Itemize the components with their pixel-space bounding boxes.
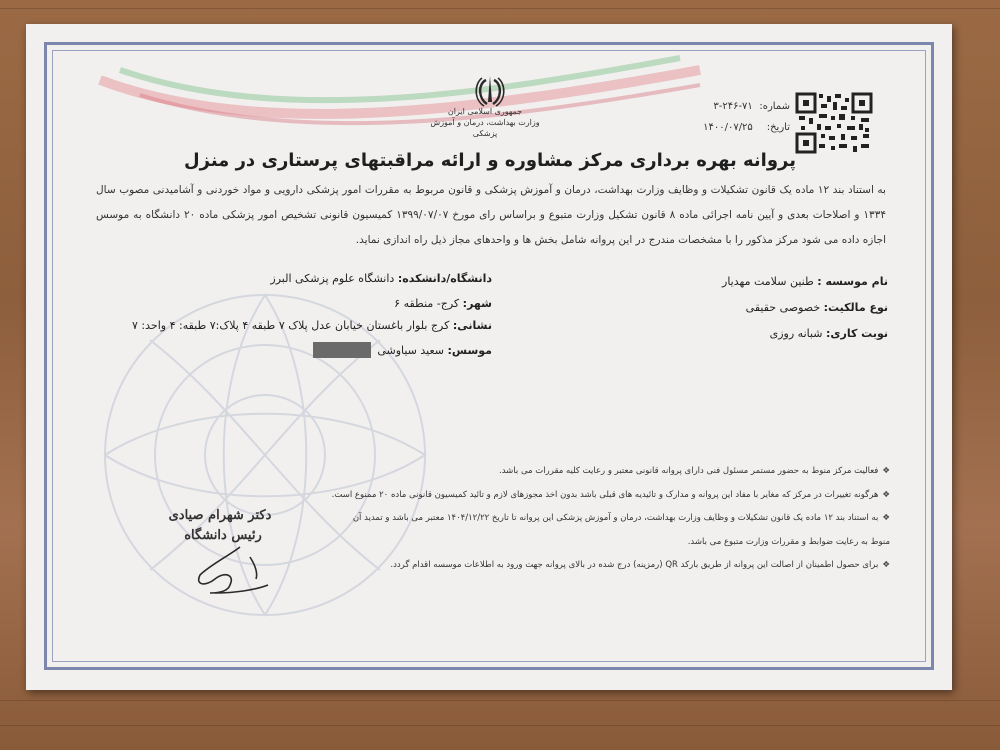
bullet-icon: ❖ <box>882 560 890 570</box>
bullet-icon: ❖ <box>882 466 890 476</box>
founder-field <box>377 344 492 357</box>
document-meta <box>690 96 790 138</box>
note-item <box>352 507 890 531</box>
shift-value: شبانه روزی <box>769 327 823 340</box>
signatory-role: رئیس دانشگاه <box>184 528 262 543</box>
university-field <box>270 272 492 285</box>
document-title: پروانه بهره برداری مرکز مشاوره و ارائه مراقبتهای پرستاری در منزل <box>184 150 796 171</box>
number-value: ۳-۲۴۶-۷۱ <box>713 101 753 112</box>
bullet-icon: ❖ <box>882 513 890 523</box>
wood-grain <box>0 8 1000 9</box>
wood-grain <box>0 725 1000 726</box>
wood-grain <box>0 700 1000 701</box>
note-item <box>331 484 890 508</box>
city-label: شهر: <box>462 297 492 310</box>
note-text: فعالیت مرکز منوط به حضور مستمر مسئول فنی دارای پروانه قانونی معتبر و رعایت کلیه مقررات می باشد. <box>499 466 879 476</box>
founder-value: سعید سیاوشی <box>377 344 445 357</box>
note-text: منوط به رعایت ضوابط و مقررات وزارت متبوع می باشد. <box>687 536 890 547</box>
institute-name-value: طنین سلامت مهدیار <box>722 275 814 288</box>
ministry-name <box>420 106 550 139</box>
city-field <box>394 297 492 310</box>
founder-label: موسس: <box>447 344 492 357</box>
notes-list <box>331 460 890 578</box>
number-label: شماره: <box>759 101 790 112</box>
note-item <box>440 460 890 484</box>
bullet-icon: ❖ <box>882 489 890 500</box>
address-label: نشانی: <box>452 319 492 332</box>
date-value: ۱۴۰۰/۰۷/۲۵ <box>703 122 753 133</box>
ownership-label: نوع مالکیت: <box>823 301 888 314</box>
document-date <box>690 117 790 138</box>
shift-label: نوبت کاری: <box>826 327 888 340</box>
qr-code-icon <box>795 92 873 154</box>
iran-emblem-icon <box>472 74 508 108</box>
university-label: دانشگاه/دانشکده: <box>397 272 492 285</box>
date-label: تاریخ: <box>766 122 790 133</box>
note-text: به استناد بند ۱۲ ماده یک قانون تشکیلات و وظایف وزارت بهداشت، درمان و آموزش پزشکی این پروانه تا تاریخ ۱۴۰۴/۱۲/۲۲ معتبر می باشد و تمدید آن <box>352 513 879 523</box>
note-item <box>440 531 890 555</box>
intro-paragraph: به استناد بند ۱۲ ماده یک قانون تشکیلات و وظایف وزارت بهداشت، درمان و آموزش پزشکی و قانون مربوط به مقررات امور پزشکی دارویی و مواد خوردنی و آشامیدنی مصوب سال ۱۳۳۴ و اصلاحات بعدی و آیین نامه اجرائی ماده ۸ قانون تشکیل وزارت متبوع و براساس رای مورخ ۱۳۹۹/۰۷/۰۷ کمیسیون قانونی تشخیص امور پزشکی ماده ۲۰ دانشگاه به موسس اجازه داده می شود مرکز مذکور را با مشخصات مندرج در این پروانه شامل بخش ها و واحدهای مجاز ذیل راه اندازی نماید. <box>96 184 886 246</box>
note-text: برای حصول اطمینان از اصالت این پروانه از طریق بارکد QR (رمزینه) درج شده در بالای پروانه جهت ورود به اطلاعات موسسه اقدام گردد. <box>390 560 879 570</box>
university-value: دانشگاه علوم پزشکی البرز <box>270 272 395 285</box>
shift-field <box>770 327 888 340</box>
ownership-field <box>746 301 888 314</box>
header-ribbon <box>60 50 710 140</box>
institute-name-label: نام موسسه : <box>817 275 888 288</box>
handwritten-signature <box>180 535 280 595</box>
redaction-box <box>313 342 371 358</box>
document-number <box>690 96 790 117</box>
city-value: کرج- منطقه ۶ <box>394 297 460 310</box>
ministry-line-1: جمهوری اسلامی ایران <box>447 107 523 116</box>
address-value: کرج بلوار باغستان خیابان عدل پلاک ۷ طبقه ۴ پلاک:۷ طبقه: ۴ واحد: ۷ <box>132 319 450 332</box>
ownership-value: خصوصی حقیقی <box>745 301 821 314</box>
ministry-line-2: وزارت بهداشت، درمان و آموزش پزشکی <box>430 118 540 138</box>
note-text: هرگونه تغییرات در مرکز که مغایر با مفاد این پروانه و مدارک و تائیدیه های قبلی باشد بدون اخذ مجوزهای لازم و تائید کمیسیون قانونی ماده ۲۰ ممنوع است. <box>331 489 879 500</box>
address-field <box>132 319 492 332</box>
note-item <box>390 554 890 578</box>
institute-name-field <box>722 275 888 288</box>
signatory-name: دکتر شهرام صیادی <box>168 508 272 523</box>
